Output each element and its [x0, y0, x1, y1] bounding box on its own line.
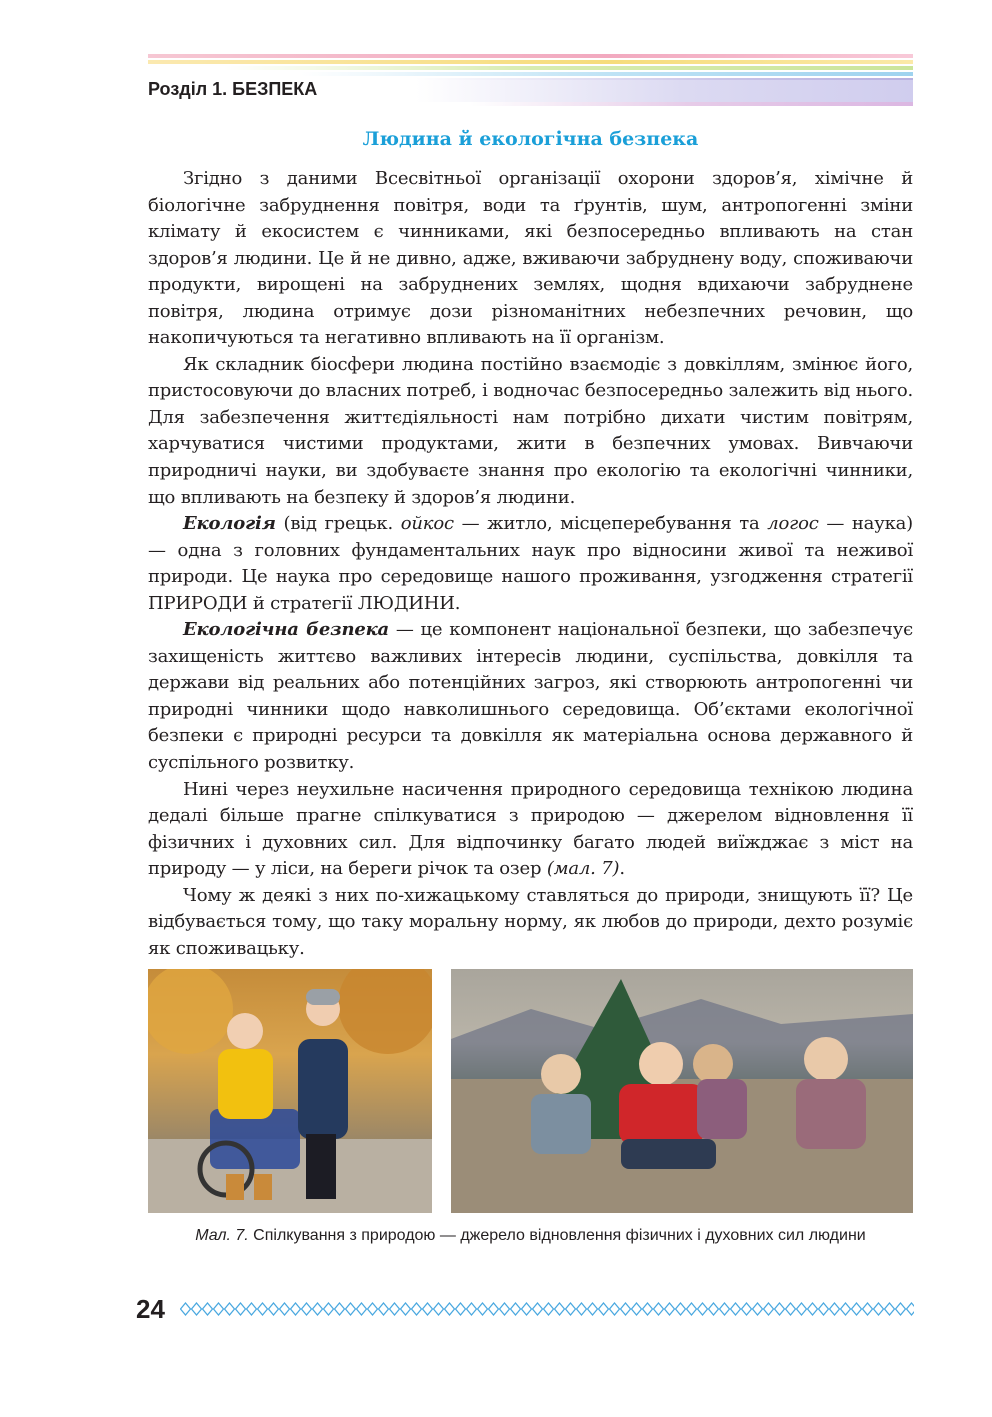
- section-label: Розділ 1. БЕЗПЕКА: [148, 79, 318, 99]
- footer-ornament: [180, 1302, 914, 1316]
- figure-caption-text: Спілкування з природою — джерело відновлення фізичних і духовних сил людини: [248, 1227, 866, 1244]
- greek-word-oikos: ойкос: [400, 513, 454, 535]
- header-color-stripes: [148, 54, 913, 80]
- term-ecological-safety: Екологічна безпека: [183, 619, 390, 641]
- text-span: (від грецьк.: [275, 513, 401, 535]
- text-span: — житло, місцеперебування та: [453, 513, 768, 535]
- text-span: — наука) — одна з головних фундаментальних наук про відносини живої та неживої природи. Це наука про середовище нашого проживання, узгодження стратегії ПРИРОДИ й стратегії ЛЮДИНИ.: [148, 513, 914, 614]
- paragraph-2: Як складник біосфери людина постійно взаємодіє з довкіллям, змінює його, пристосовуючи до власних потреб, і водночас безпосередньо залежить від нього. Для забезпечення життєдіяльності нам потрібно дихати чистим повітрям, харчуватися чистими продуктами, жити в безпечних умовах. Вивчаючи природничі науки, ви здобуваєте знання про екологію та екологічні чинники, що впливають на безпеку й здоров’я людини.: [148, 353, 913, 508]
- photo-children-autumn-park: [148, 969, 432, 1213]
- text-span: .: [619, 858, 625, 880]
- page-title: Людина й екологічна безпека: [362, 128, 699, 150]
- paragraph-1: Згідно з даними Всесвітньої організації охорони здоров’я, хімічне й біологічне забруднення повітря, води та ґрунтів, шум, антропогенні зміни клімату й екосистем є чинниками, які безпосередньо впливають на стан здоров’я людини. Це й не дивно, адже, вживаючи забруднену воду, споживаючи продукти, вирощені на забруднених землях, щодня вдихаючи забруднене повітря, людина отримує дози різноманітних небезпечних речовин, що накопичуються та негативно впливають на її організм.: [148, 168, 913, 349]
- body-text: [148, 166, 913, 962]
- photo-children-camping: [451, 969, 913, 1213]
- paragraph-3: [148, 511, 913, 617]
- page-number: 24: [136, 1294, 165, 1324]
- greek-word-logos: логос: [767, 513, 819, 535]
- section-underline: [470, 102, 913, 106]
- paragraph-4: [148, 617, 913, 776]
- term-ecology: Екологія: [183, 513, 276, 535]
- figure-reference: (мал. 7): [546, 858, 620, 880]
- paragraph-6: Чому ж деякі з них по-хижацькому ставляться до природи, знищують її? Це відбувається тому, що таку моральну норму, як любов до природи, дехто розуміє як споживацьку.: [148, 884, 913, 959]
- figure-caption: [148, 1225, 913, 1247]
- text-span: Нині через неухильне насичення природного середовища технікою людина дедалі більше прагне спілкуватися з природою — джерелом відновлення її фізичних і духовних сил. Для відпочинку багато людей виїжджає з міст на природу — у ліси, на береги річок та озер: [148, 778, 913, 880]
- paragraph-5: [148, 777, 913, 883]
- text-span: — це компонент національної безпеки, що забезпечує захищеність життєво важливих інтересів людини, суспільства, довкілля та держави від реальних або потенційних загроз, які створюють антропогенні чи природні чинники щодо навколишнього середовища. Об’єктами екологічної безпеки є природні ресурси та довкілля як матеріальна основа державного й суспільного розвитку.: [148, 619, 913, 774]
- figure-label: Мал. 7.: [195, 1227, 249, 1244]
